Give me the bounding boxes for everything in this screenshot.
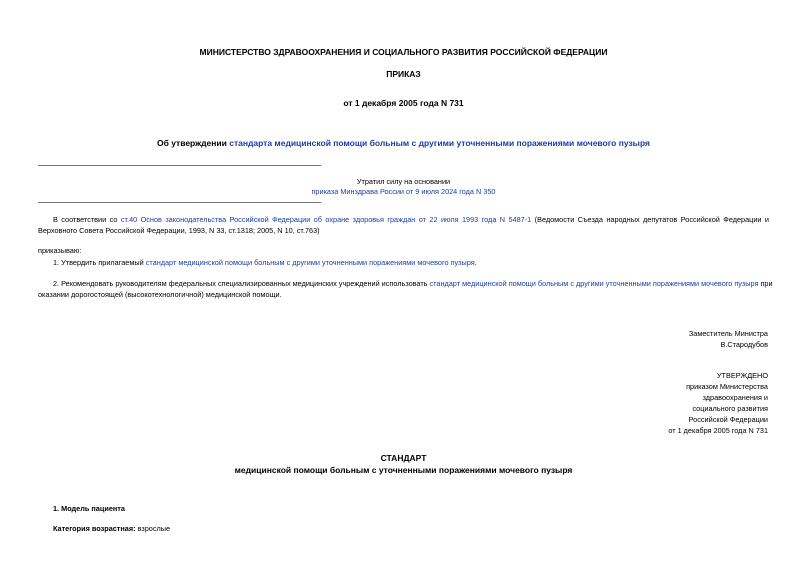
status-link[interactable]: приказа Минздрава России от 9 июля 2024 года N 350	[311, 187, 496, 196]
age-category-value: взрослые	[135, 524, 171, 533]
order-item-2-line-2: оказании дорогостоящей (высокотехнологичной) медицинской помощи.	[38, 290, 282, 299]
divider-bottom	[38, 202, 321, 203]
document-type: ПРИКАЗ	[386, 69, 421, 79]
item2-text-a: 2. Рекомендовать руководителям федеральных специализированных медицинских учреждений использовать	[53, 279, 430, 288]
preamble-line-1	[53, 215, 769, 225]
divider-top	[38, 165, 321, 166]
item1-text-a: 1. Утвердить прилагаемый	[53, 258, 146, 267]
approval-line-4: социального развития	[692, 404, 768, 413]
section-heading-patient-model: 1. Модель пациента	[53, 504, 125, 513]
status-line: Утратил силу на основании	[356, 177, 451, 186]
age-category-label: Категория возрастная:	[53, 524, 136, 533]
ministry-heading: МИНИСТЕРСТВО ЗДРАВООХРАНЕНИЯ И СОЦИАЛЬНОГО РАЗВИТИЯ РОССИЙСКОЙ ФЕДЕРАЦИИ	[199, 47, 608, 57]
item1-standard-link[interactable]: стандарт медицинской помощи больным с другими уточненными поражениями мочевого пузыря	[145, 258, 475, 267]
preamble-text-a: В соответствии со	[53, 215, 121, 224]
title-prefix: Об утверждении	[156, 138, 230, 148]
item2-text-b: при	[758, 279, 773, 288]
approval-line-5: Российской Федерации	[688, 415, 768, 424]
law-article-link[interactable]: ст.40 Основ законодательства Российской Федерации об охране здоровья граждан от 22 июля 1993 года N 5487-1	[120, 215, 532, 224]
document-title	[0, 138, 807, 148]
title-link[interactable]: стандарта медицинской помощи больным с другими уточненными поражениями мочевого пузыря	[229, 138, 650, 148]
signature-name: В.Стародубов	[720, 340, 768, 349]
order-item-2	[53, 279, 773, 289]
item1-text-b: .	[474, 258, 477, 267]
order-word: приказываю:	[38, 246, 82, 255]
approval-line-2: приказом Министерства	[686, 382, 768, 391]
approval-line-1: УТВЕРЖДЕНО	[716, 371, 768, 380]
document-date-number: от 1 декабря 2005 года N 731	[343, 98, 464, 108]
item2-standard-link[interactable]: стандарт медицинской помощи больным с другими уточненными поражениями мочевого пузыря	[429, 279, 759, 288]
preamble-line-2: Верховного Совета Российской Федерации, 1993, N 33, ст.1318; 2005, N 10, ст.763)	[38, 226, 320, 235]
standard-subtitle: медицинской помощи больным с уточненными поражениями мочевого пузыря	[234, 465, 573, 475]
signature-position: Заместитель Министра	[688, 329, 768, 338]
preamble-text-b: (Ведомости Съезда народных депутатов Российской Федерации и	[531, 215, 769, 224]
age-category	[53, 524, 170, 534]
standard-title: СТАНДАРТ	[380, 453, 427, 463]
order-item-1	[53, 258, 477, 268]
approval-line-3: здравоохранения и	[702, 393, 768, 402]
approval-line-6: от 1 декабря 2005 года N 731	[668, 426, 768, 435]
